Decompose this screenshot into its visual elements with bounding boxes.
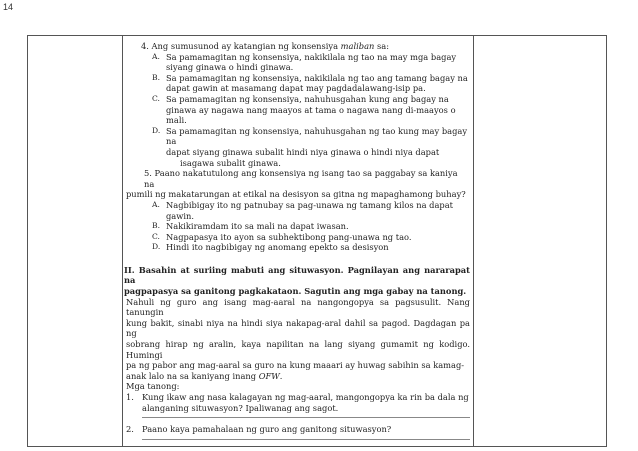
guide-question-1: 1. Kung ikaw ang nasa kalagayan ng mag-aaral, mangongopya ka rin ba dala ng alanganing situwasyon? Ipaliwanag ang sagot.	[126, 392, 469, 413]
q5-option-d: D. Hindi ito nagbibigay ng anomang epekto sa desisyon	[152, 242, 389, 253]
q4-option-c: C. Sa pamamagitan ng konsensiya, nahuhusgahan kung ang bagay na ginawa ay nagawa nang maayos at tama o nagawa nang di-maayos o mali.	[152, 93, 456, 126]
q4-option-a: A. Sa pamamagitan ng konsensiya, nakikilala ng tao na may mga bagay siyang ginawa o hindi ginawa.	[152, 51, 457, 73]
answer-line-2[interactable]	[142, 435, 470, 440]
q5-option-c: C. Nagpapasya ito ayon sa subhektibong pang-unawa ng tao.	[152, 231, 412, 242]
guide-questions-label: Mga tanong:	[126, 381, 180, 392]
q4-option-d: D. Sa pamamagitan ng konsensiya, nahuhusgahan ng tao kung may bagay na dapat siyang ginawa subalit hindi niya ginawa o hindi niya dapat	[152, 125, 468, 157]
question-5-stem: 5. Paano nakatutulong ang konsensiya ng isang tao sa paggabay sa kaniya na	[144, 168, 458, 189]
column-divider-right	[473, 36, 474, 446]
question-5-stem-line2: pumili ng makatarungan at etikal na desisyon sa gitna ng mapaghamong buhay?	[126, 189, 466, 200]
section-2-heading: II. Basahin at suriing mabuti ang situwasyon. Pagnilayan ang nararapat na pagpapasya sa ganitong pagkakataon. Sagutin ang mga gabay na tanong.	[124, 264, 470, 297]
question-4-stem: 4. Ang sumusunod ay katangian ng konsensiya maliban sa:	[141, 41, 390, 51]
q4-option-d-continuation: isagawa subalit ginawa.	[180, 157, 281, 168]
q4-option-b: B. Sa pamamagitan ng konsensiya, nakikilala ng tao ang tamang bagay na dapat gawin at masamang dapat may pagdadalawang-isip pa.	[152, 72, 468, 94]
column-divider-left	[122, 36, 123, 446]
q5-option-b: B. Nakikiramdam ito sa mali na dapat iwasan.	[152, 221, 349, 232]
situation-passage: Nahuli ng guro ang isang mag-aaral na nangongopya sa pagsusulit. Nang tanungin kung bakit, sinabi niya na hindi siya nakapag-aral dahil sa pagod. Dagdagan pa ng sobrang hirap ng aralin, kaya napilitan na lang siyang gumamit ng kodigo. Humingi pa ng pabor ang mag-aaral sa guro na kung maaari ay huwag sabihin sa kamag- anak lalo na sa kaniyang inang OFW.	[126, 296, 470, 381]
page-number: 14	[3, 2, 14, 12]
q5-option-a: A. Nagbibigay ito ng patnubay sa pag-unawa ng tamang kilos na dapat gawin.	[152, 199, 454, 221]
worksheet-content	[124, 41, 470, 440]
guide-question-2: 2. Paano kaya pamahalaan ng guro ang ganitong situwasyon?	[126, 424, 392, 435]
